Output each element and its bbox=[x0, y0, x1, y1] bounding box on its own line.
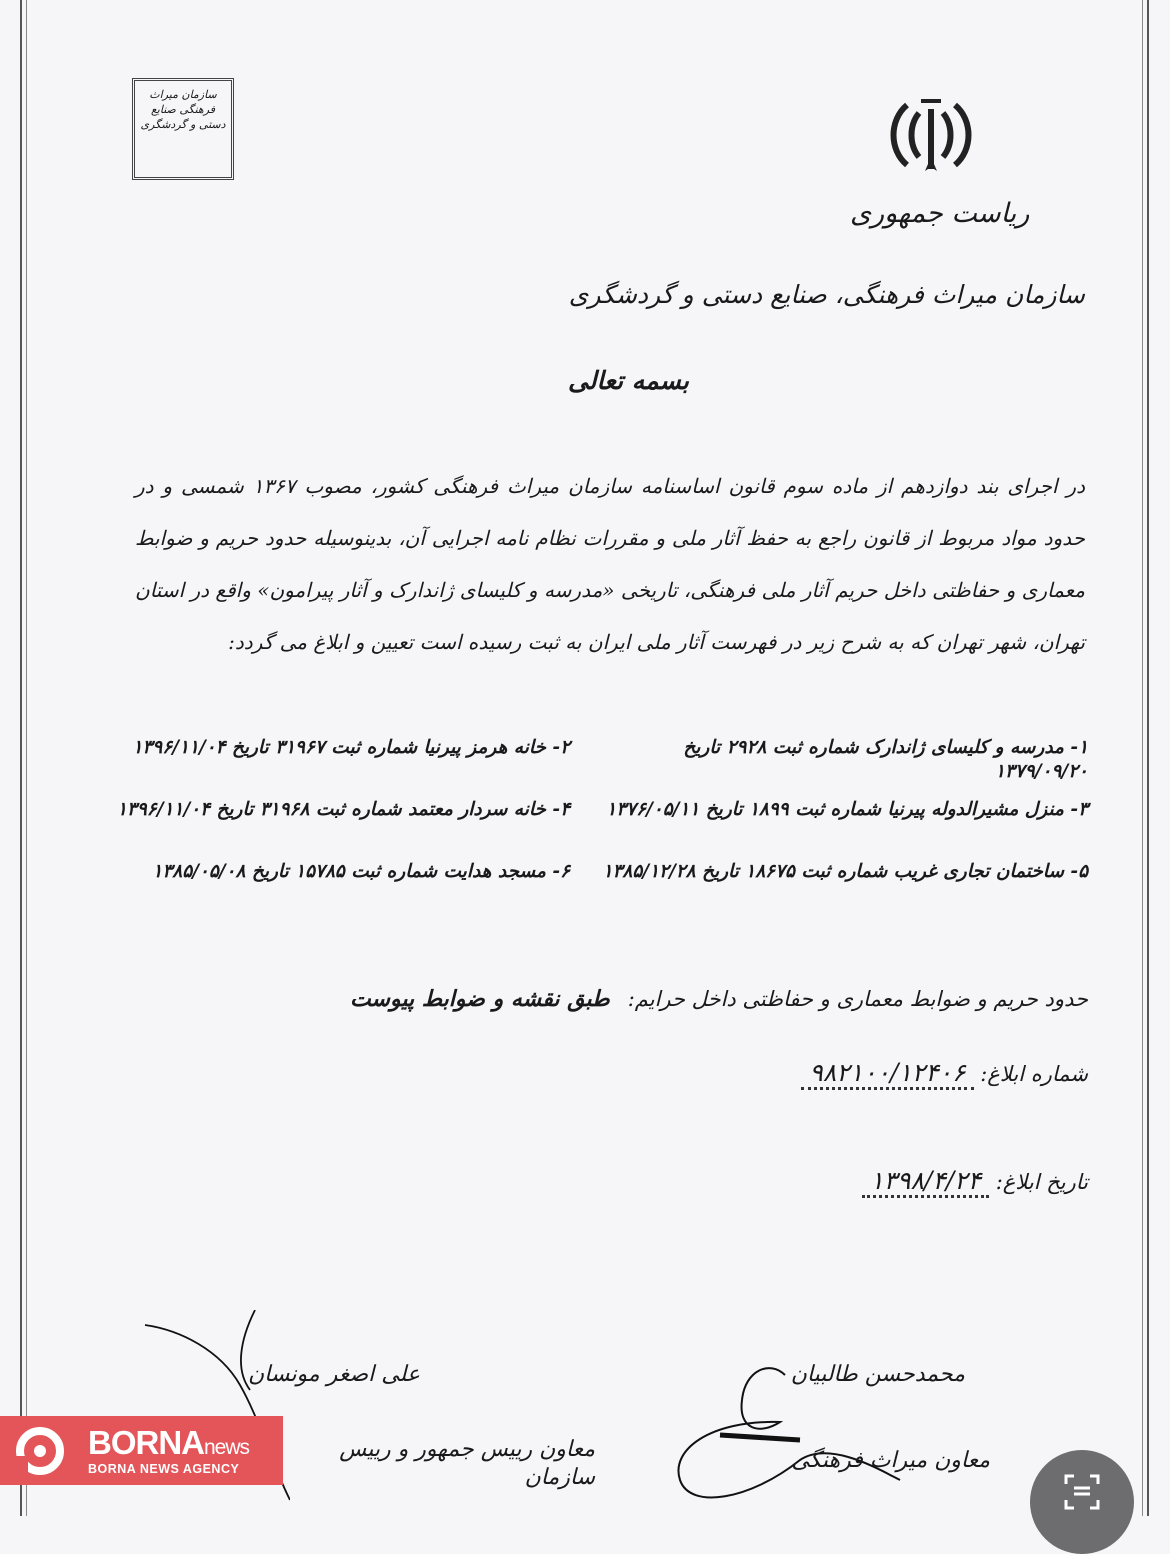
borna-logo-icon bbox=[12, 1426, 64, 1476]
signatory-title-left: معاون رییس جمهور و رییس سازمان bbox=[339, 1437, 595, 1490]
brand-suffix: news bbox=[204, 1436, 250, 1459]
brand-name: BORNA bbox=[88, 1424, 204, 1461]
signatory-name-left: علی اصغر مونسان bbox=[247, 1362, 420, 1387]
page-border-right bbox=[1142, 0, 1149, 1516]
header-organization: سازمان میراث فرهنگی، صنایع دستی و گردشگری bbox=[568, 280, 1085, 309]
list-item: ۶- مسجد هدایت شماره ثبت ۱۵۷۸۵ تاریخ ۱۳۸۵/۰۵/۰۸ bbox=[152, 861, 570, 882]
notice-number-line bbox=[801, 1058, 1088, 1087]
boundaries-label: حدود حریم و ضوابط معماری و حفاظتی داخل حرایم: bbox=[627, 987, 1088, 1011]
invocation: بسمه تعالی bbox=[568, 366, 689, 395]
body-paragraph: در اجرای بند دوازدهم از ماده سوم قانون اساسنامه سازمان میراث فرهنگی کشور، مصوب ۱۳۶۷ شمسی و در حدود مواد مربوط از قانون راجع به حفظ آثار ملی و مقررات نظام نامه اجرایی آن، بدینوسیله حدود حریم و ضوابط معماری و حفاظتی داخل حریم آثار ملی فرهنگی، تاریخی «مدرسه و کلیسای ژاندارک و آثار پیرامون» واقع در استان تهران، شهر تهران که به شرح زیر در فهرست آثار ملی ایران به ثبت رسیده است تعیین و ابلاغ می گردد: bbox=[135, 474, 1085, 654]
list-item: ۱- مدرسه و کلیسای ژاندارک شماره ثبت ۲۹۲۸ تاریخ ۱۳۷۹/۰۹/۲۰ bbox=[683, 737, 1088, 782]
notice-date: ۱۳۹۸/۴/۲۴ bbox=[862, 1166, 989, 1198]
boundaries-value: طبق نقشه و ضوابط پیوست bbox=[349, 986, 610, 1012]
list-item: ۲- خانه هرمز پیرنیا شماره ثبت ۳۱۹۶۷ تاریخ ۱۳۹۶/۱۱/۰۴ bbox=[132, 737, 570, 758]
scan-text-button[interactable] bbox=[1030, 1450, 1134, 1554]
list-item: ۵- ساختمان تجاری غریب شماره ثبت ۱۸۶۷۵ تاریخ ۱۳۸۵/۱۲/۲۸ bbox=[602, 861, 1088, 882]
signatory-title-right: معاون میراث فرهنگی bbox=[791, 1448, 990, 1473]
boundaries-line bbox=[350, 986, 1088, 1012]
notice-date-line bbox=[862, 1166, 1088, 1195]
list-item: ۳- منزل مشیرالدوله پیرنیا شماره ثبت ۱۸۹۹ تاریخ ۱۳۷۶/۰۵/۱۱ bbox=[606, 799, 1088, 820]
notice-number-label: شماره ابلاغ: bbox=[980, 1062, 1088, 1086]
borna-brand bbox=[88, 1424, 249, 1462]
stamp-text: سازمان میراث فرهنگی صنایع دستی و گردشگری bbox=[140, 88, 226, 131]
header-presidency: ریاست جمهوری bbox=[850, 198, 1030, 229]
iran-emblem-icon bbox=[885, 95, 977, 173]
signatory-name-right: محمدحسن طالبیان bbox=[790, 1362, 965, 1387]
scan-text-icon bbox=[1064, 1474, 1100, 1510]
notice-date-label: تاریخ ابلاغ: bbox=[995, 1170, 1088, 1194]
notice-number: ۹۸۲۱۰۰/۱۲۴۰۶ bbox=[801, 1058, 973, 1090]
page-border-left bbox=[20, 0, 27, 1516]
borna-news-watermark bbox=[0, 1416, 283, 1485]
organization-stamp bbox=[132, 78, 234, 180]
borna-agency: BORNA NEWS AGENCY bbox=[88, 1462, 240, 1476]
list-item: ۴- خانه سردار معتمد شماره ثبت ۳۱۹۶۸ تاریخ ۱۳۹۶/۱۱/۰۴ bbox=[116, 799, 570, 820]
